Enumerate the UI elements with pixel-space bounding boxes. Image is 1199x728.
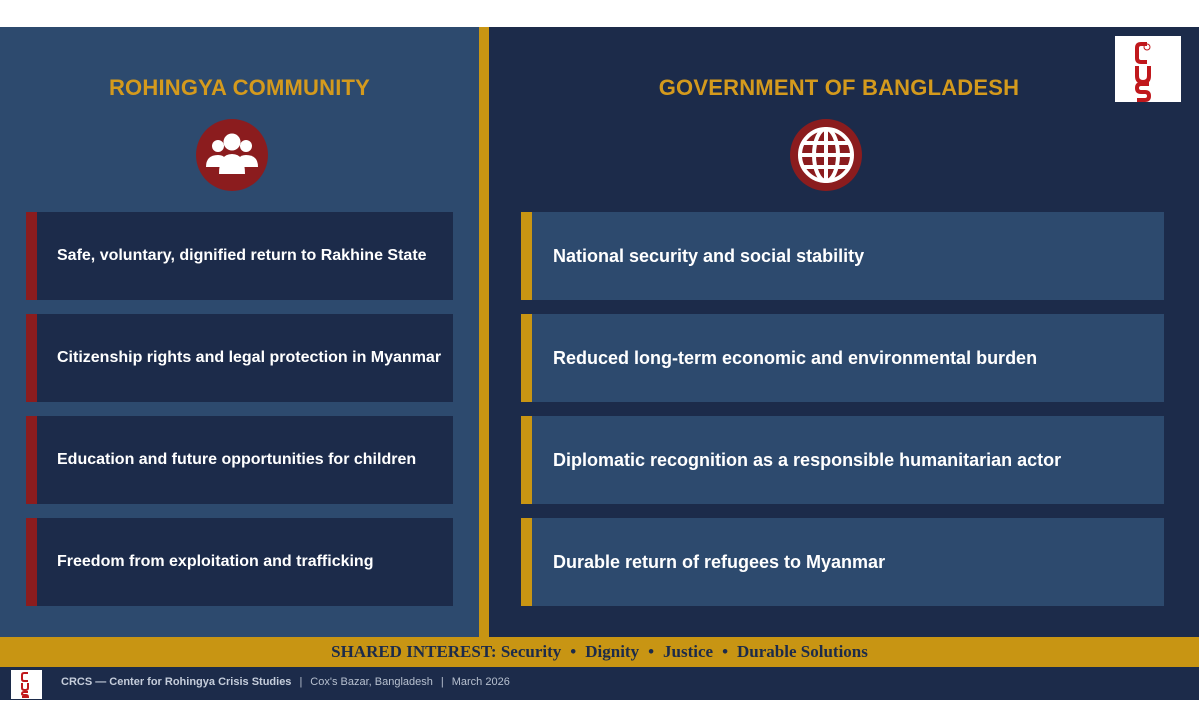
shared-interest-band bbox=[0, 637, 1199, 667]
shared-value: Dignity bbox=[585, 642, 640, 661]
shared-value: Durable Solutions bbox=[737, 642, 868, 661]
footer-separator: | bbox=[440, 676, 444, 688]
bangladesh-item bbox=[521, 518, 1164, 606]
rohingya-item-text: Citizenship rights and legal protection in Myanmar bbox=[57, 349, 442, 366]
rohingya-item bbox=[26, 416, 453, 504]
footer-logo bbox=[11, 670, 42, 699]
rohingya-item-text: Freedom from exploitation and trafficking bbox=[57, 553, 374, 570]
bangladesh-item bbox=[521, 314, 1164, 402]
rohingya-item bbox=[26, 314, 453, 402]
card-accent-bar bbox=[521, 314, 532, 402]
footer-separator: | bbox=[299, 676, 303, 688]
rohingya-item-text: Education and future opportunities for children bbox=[57, 451, 417, 468]
card-accent-bar bbox=[521, 518, 532, 606]
footer-text bbox=[61, 676, 510, 688]
rohingya-item-text: Safe, voluntary, dignified return to Rakhine State bbox=[57, 247, 427, 264]
center-divider bbox=[479, 27, 489, 637]
card-accent-bar bbox=[26, 314, 37, 402]
footer bbox=[0, 667, 1199, 700]
footer-date: March 2026 bbox=[451, 676, 510, 688]
bangladesh-item bbox=[521, 212, 1164, 300]
globe-icon bbox=[790, 119, 862, 191]
bangladesh-item-text: Diplomatic recognition as a responsible humanitarian actor bbox=[553, 449, 1062, 470]
rohingya-item bbox=[26, 518, 453, 606]
rohingya-item bbox=[26, 212, 453, 300]
slide bbox=[0, 27, 1199, 700]
bangladesh-item-text: Durable return of refugees to Myanmar bbox=[553, 551, 886, 572]
card-accent-bar bbox=[26, 416, 37, 504]
bullet-separator: • bbox=[648, 642, 655, 661]
bangladesh-item-text: Reduced long-term economic and environmental burden bbox=[553, 347, 1038, 368]
people-group-icon bbox=[196, 119, 268, 191]
card-accent-bar bbox=[26, 518, 37, 606]
shared-value: Security bbox=[500, 642, 562, 661]
bullet-separator: • bbox=[722, 642, 729, 661]
shared-value: Justice bbox=[663, 642, 714, 661]
shared-interest-label: SHARED INTEREST: bbox=[331, 642, 497, 661]
card-accent-bar bbox=[521, 212, 532, 300]
card-accent-bar bbox=[26, 212, 37, 300]
bangladesh-item-text: National security and social stability bbox=[553, 245, 865, 266]
footer-location: Cox's Bazar, Bangladesh bbox=[310, 676, 433, 688]
rohingya-heading: ROHINGYA COMMUNITY bbox=[108, 75, 371, 100]
card-accent-bar bbox=[521, 416, 532, 504]
bangladesh-heading: GOVERNMENT OF BANGLADESH bbox=[658, 75, 1020, 100]
footer-org: CRCS — Center for Rohingya Crisis Studies bbox=[61, 676, 292, 688]
bangladesh-item bbox=[521, 416, 1164, 504]
bullet-separator: • bbox=[570, 642, 577, 661]
